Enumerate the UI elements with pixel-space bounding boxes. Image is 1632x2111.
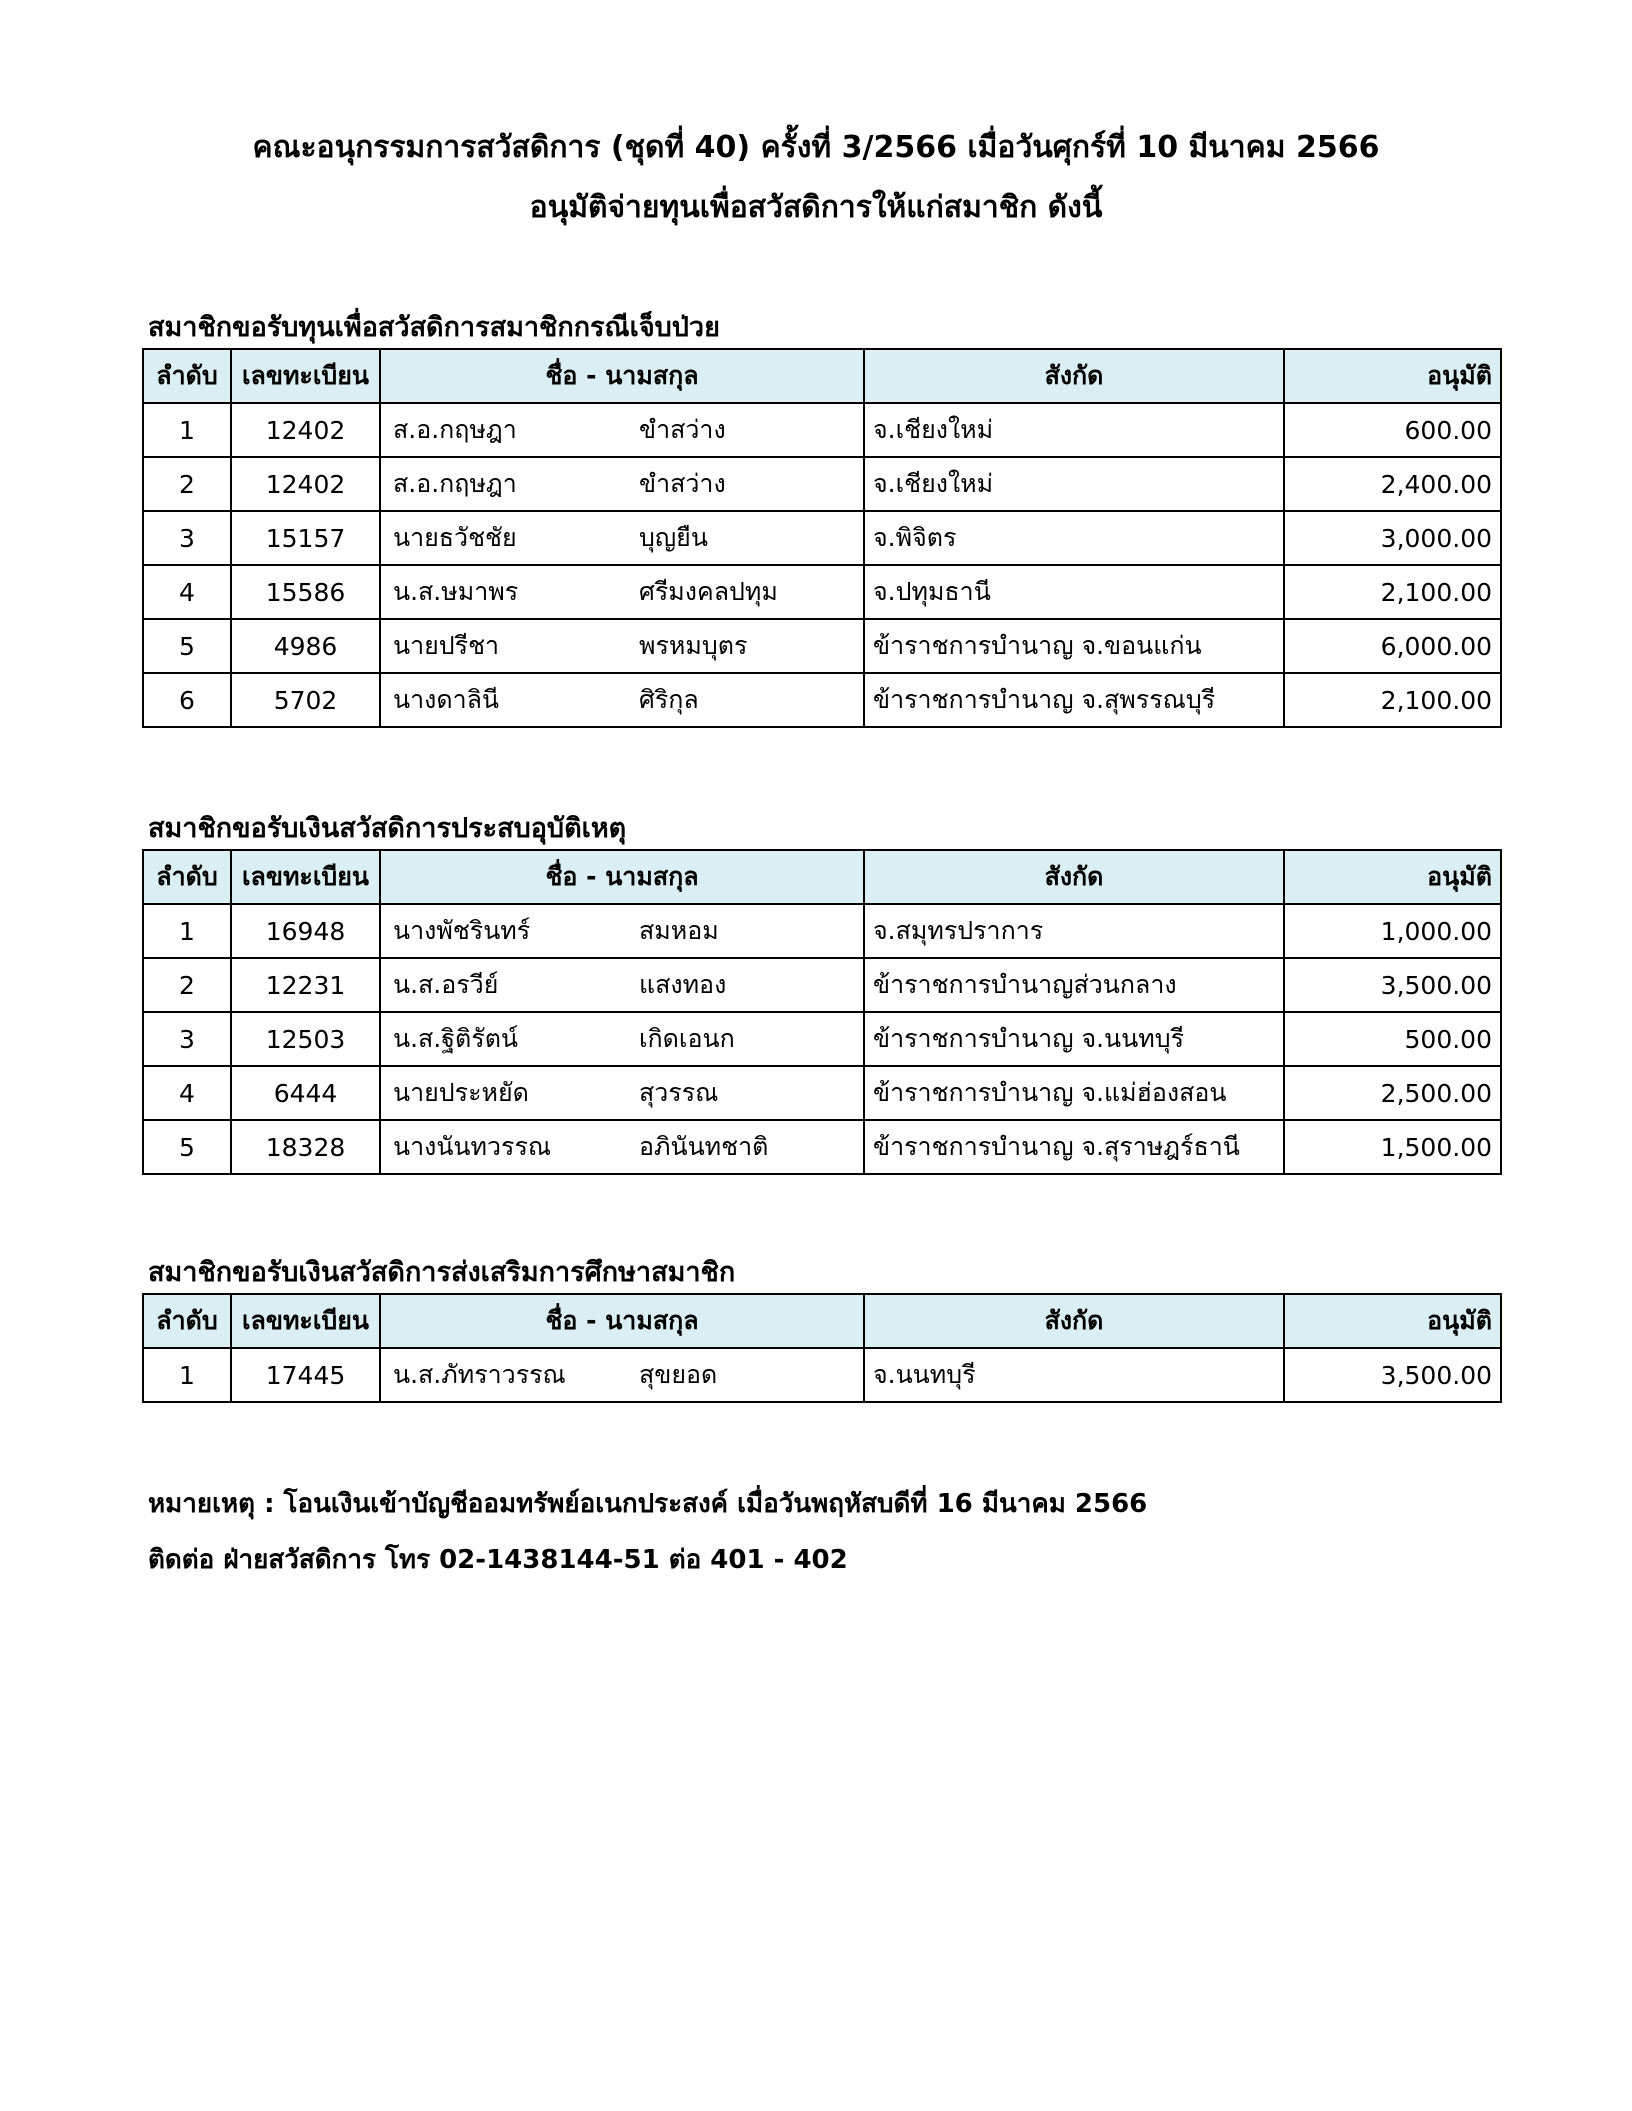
header-line-1: คณะอนุกรรมการสวัสดิการ (ชุดที่ 40) ครั้งที่ 3/2566 เมื่อวันศุกร์ที่ 10 มีนาคม 2566: [252, 130, 1380, 165]
table-header-row: [143, 349, 1501, 403]
cell-no: 3: [143, 1012, 231, 1066]
col-header-name: ชื่อ - นามสกุล: [380, 349, 864, 403]
last-name: สุขยอด: [639, 1360, 718, 1389]
col-header-affiliation: สังกัด: [864, 850, 1284, 904]
cell-affiliation: ข้าราชการบำนาญ จ.สุพรรณบุรี: [864, 673, 1284, 727]
first-name: นายธวัชชัย: [393, 523, 517, 552]
cell-amount: 1,000.00: [1284, 904, 1501, 958]
cell-no: 6: [143, 673, 231, 727]
col-header-no: ลำดับ: [143, 349, 231, 403]
cell-affiliation: ข้าราชการบำนาญ จ.แม่ฮ่องสอน: [864, 1066, 1284, 1120]
table-row: [143, 958, 1501, 1012]
last-name: พรหมบุตร: [639, 631, 748, 660]
section-education: [142, 1253, 1500, 1403]
col-header-no: ลำดับ: [143, 850, 231, 904]
last-name: แสงทอง: [639, 970, 727, 999]
cell-name: [380, 1012, 864, 1066]
cell-name: [380, 457, 864, 511]
cell-amount: 1,500.00: [1284, 1120, 1501, 1174]
first-name: ส.อ.กฤษฎา: [393, 469, 517, 498]
cell-amount: 6,000.00: [1284, 619, 1501, 673]
cell-affiliation: ข้าราชการบำนาญ จ.นนทบุรี: [864, 1012, 1284, 1066]
cell-reg: 6444: [231, 1066, 380, 1120]
first-name: น.ส.อรวีย์: [393, 970, 499, 999]
last-name: ศรีมงคลปทุม: [639, 577, 778, 606]
cell-affiliation: จ.สมุทรปราการ: [864, 904, 1284, 958]
cell-no: 5: [143, 1120, 231, 1174]
first-name: นางนันทวรรณ: [393, 1132, 552, 1161]
section-title: สมาชิกขอรับทุนเพื่อสวัสดิการสมาชิกกรณีเจ็บป่วย: [148, 312, 720, 343]
cell-affiliation: ข้าราชการบำนาญ จ.ขอนแก่น: [864, 619, 1284, 673]
table-row: [143, 1348, 1501, 1402]
table-header-row: [143, 850, 1501, 904]
cell-no: 1: [143, 403, 231, 457]
col-header-amount: อนุมัติ: [1284, 1294, 1501, 1348]
cell-reg: 12231: [231, 958, 380, 1012]
col-header-affiliation: สังกัด: [864, 349, 1284, 403]
cell-no: 1: [143, 904, 231, 958]
cell-reg: 18328: [231, 1120, 380, 1174]
cell-reg: 4986: [231, 619, 380, 673]
first-name: น.ส.ฐิติรัตน์: [393, 1024, 519, 1053]
col-header-amount: อนุมัติ: [1284, 850, 1501, 904]
cell-amount: 3,500.00: [1284, 1348, 1501, 1402]
cell-no: 3: [143, 511, 231, 565]
table-row: [143, 619, 1501, 673]
contact-text: ติดต่อ ฝ่ายสวัสดิการ โทร 02-1438144-51 ต่อ 401 - 402: [148, 1545, 848, 1575]
col-header-reg: เลขทะเบียน: [231, 349, 380, 403]
table-row: [143, 904, 1501, 958]
cell-name: [380, 1348, 864, 1402]
cell-affiliation: จ.เชียงใหม่: [864, 403, 1284, 457]
cell-name: [380, 403, 864, 457]
last-name: ขำสว่าง: [639, 469, 726, 498]
last-name: เกิดเอนก: [639, 1024, 735, 1053]
accident-table: [142, 849, 1502, 1175]
table-row: [143, 565, 1501, 619]
notes: [148, 1476, 1147, 1588]
cell-no: 4: [143, 1066, 231, 1120]
table-row: [143, 673, 1501, 727]
cell-name: [380, 904, 864, 958]
last-name: สุวรรณ: [639, 1078, 719, 1107]
cell-name: [380, 1120, 864, 1174]
cell-reg: 15586: [231, 565, 380, 619]
col-header-name: ชื่อ - นามสกุล: [380, 850, 864, 904]
last-name: สมหอม: [639, 916, 719, 945]
table-row: [143, 457, 1501, 511]
header-line-2: อนุมัติจ่ายทุนเพื่อสวัสดิการให้แก่สมาชิก ดังนี้: [529, 190, 1103, 225]
cell-no: 4: [143, 565, 231, 619]
cell-amount: 500.00: [1284, 1012, 1501, 1066]
cell-amount: 2,500.00: [1284, 1066, 1501, 1120]
cell-amount: 3,500.00: [1284, 958, 1501, 1012]
cell-affiliation: จ.พิจิตร: [864, 511, 1284, 565]
remark-text: หมายเหตุ : โอนเงินเข้าบัญชีออมทรัพย์อเนกประสงค์ เมื่อวันพฤหัสบดีที่ 16 มีนาคม 2566: [148, 1489, 1148, 1519]
cell-name: [380, 619, 864, 673]
cell-no: 2: [143, 958, 231, 1012]
first-name: น.ส.ภัทราวรรณ: [393, 1360, 566, 1389]
table-row: [143, 511, 1501, 565]
cell-reg: 15157: [231, 511, 380, 565]
first-name: ส.อ.กฤษฎา: [393, 415, 517, 444]
cell-reg: 5702: [231, 673, 380, 727]
col-header-affiliation: สังกัด: [864, 1294, 1284, 1348]
section-accident: [142, 809, 1500, 1175]
col-header-reg: เลขทะเบียน: [231, 850, 380, 904]
cell-reg: 16948: [231, 904, 380, 958]
first-name: นายประหยัด: [393, 1078, 529, 1107]
last-name: ขำสว่าง: [639, 415, 726, 444]
section-title: สมาชิกขอรับเงินสวัสดิการส่งเสริมการศึกษาสมาชิก: [148, 1257, 736, 1288]
cell-reg: 12402: [231, 403, 380, 457]
table-row: [143, 1120, 1501, 1174]
cell-reg: 17445: [231, 1348, 380, 1402]
table-row: [143, 1012, 1501, 1066]
section-title: สมาชิกขอรับเงินสวัสดิการประสบอุบัติเหตุ: [148, 813, 627, 844]
table-header-row: [143, 1294, 1501, 1348]
illness-table: [142, 348, 1502, 728]
cell-amount: 3,000.00: [1284, 511, 1501, 565]
first-name: นางพัชรินทร์: [393, 916, 531, 945]
last-name: อภินันทชาติ: [639, 1132, 769, 1161]
cell-affiliation: ข้าราชการบำนาญ จ.สุราษฎร์ธานี: [864, 1120, 1284, 1174]
table-row: [143, 1066, 1501, 1120]
cell-affiliation: จ.เชียงใหม่: [864, 457, 1284, 511]
cell-no: 5: [143, 619, 231, 673]
cell-amount: 600.00: [1284, 403, 1501, 457]
section-illness: [142, 308, 1500, 728]
cell-affiliation: ข้าราชการบำนาญส่วนกลาง: [864, 958, 1284, 1012]
cell-name: [380, 673, 864, 727]
col-header-name: ชื่อ - นามสกุล: [380, 1294, 864, 1348]
col-header-amount: อนุมัติ: [1284, 349, 1501, 403]
cell-reg: 12402: [231, 457, 380, 511]
cell-name: [380, 1066, 864, 1120]
first-name: น.ส.ษมาพร: [393, 577, 519, 606]
col-header-no: ลำดับ: [143, 1294, 231, 1348]
cell-no: 1: [143, 1348, 231, 1402]
cell-affiliation: จ.นนทบุรี: [864, 1348, 1284, 1402]
first-name: นางดาลินี: [393, 685, 500, 714]
education-table: [142, 1293, 1502, 1403]
document-header: [0, 118, 1632, 238]
table-row: [143, 403, 1501, 457]
first-name: นายปรีชา: [393, 631, 500, 660]
last-name: ศิริกุล: [639, 685, 699, 714]
cell-reg: 12503: [231, 1012, 380, 1066]
cell-name: [380, 958, 864, 1012]
last-name: บุญยืน: [639, 523, 708, 552]
cell-amount: 2,100.00: [1284, 565, 1501, 619]
cell-no: 2: [143, 457, 231, 511]
cell-name: [380, 565, 864, 619]
cell-amount: 2,400.00: [1284, 457, 1501, 511]
cell-affiliation: จ.ปทุมธานี: [864, 565, 1284, 619]
cell-name: [380, 511, 864, 565]
cell-amount: 2,100.00: [1284, 673, 1501, 727]
col-header-reg: เลขทะเบียน: [231, 1294, 380, 1348]
